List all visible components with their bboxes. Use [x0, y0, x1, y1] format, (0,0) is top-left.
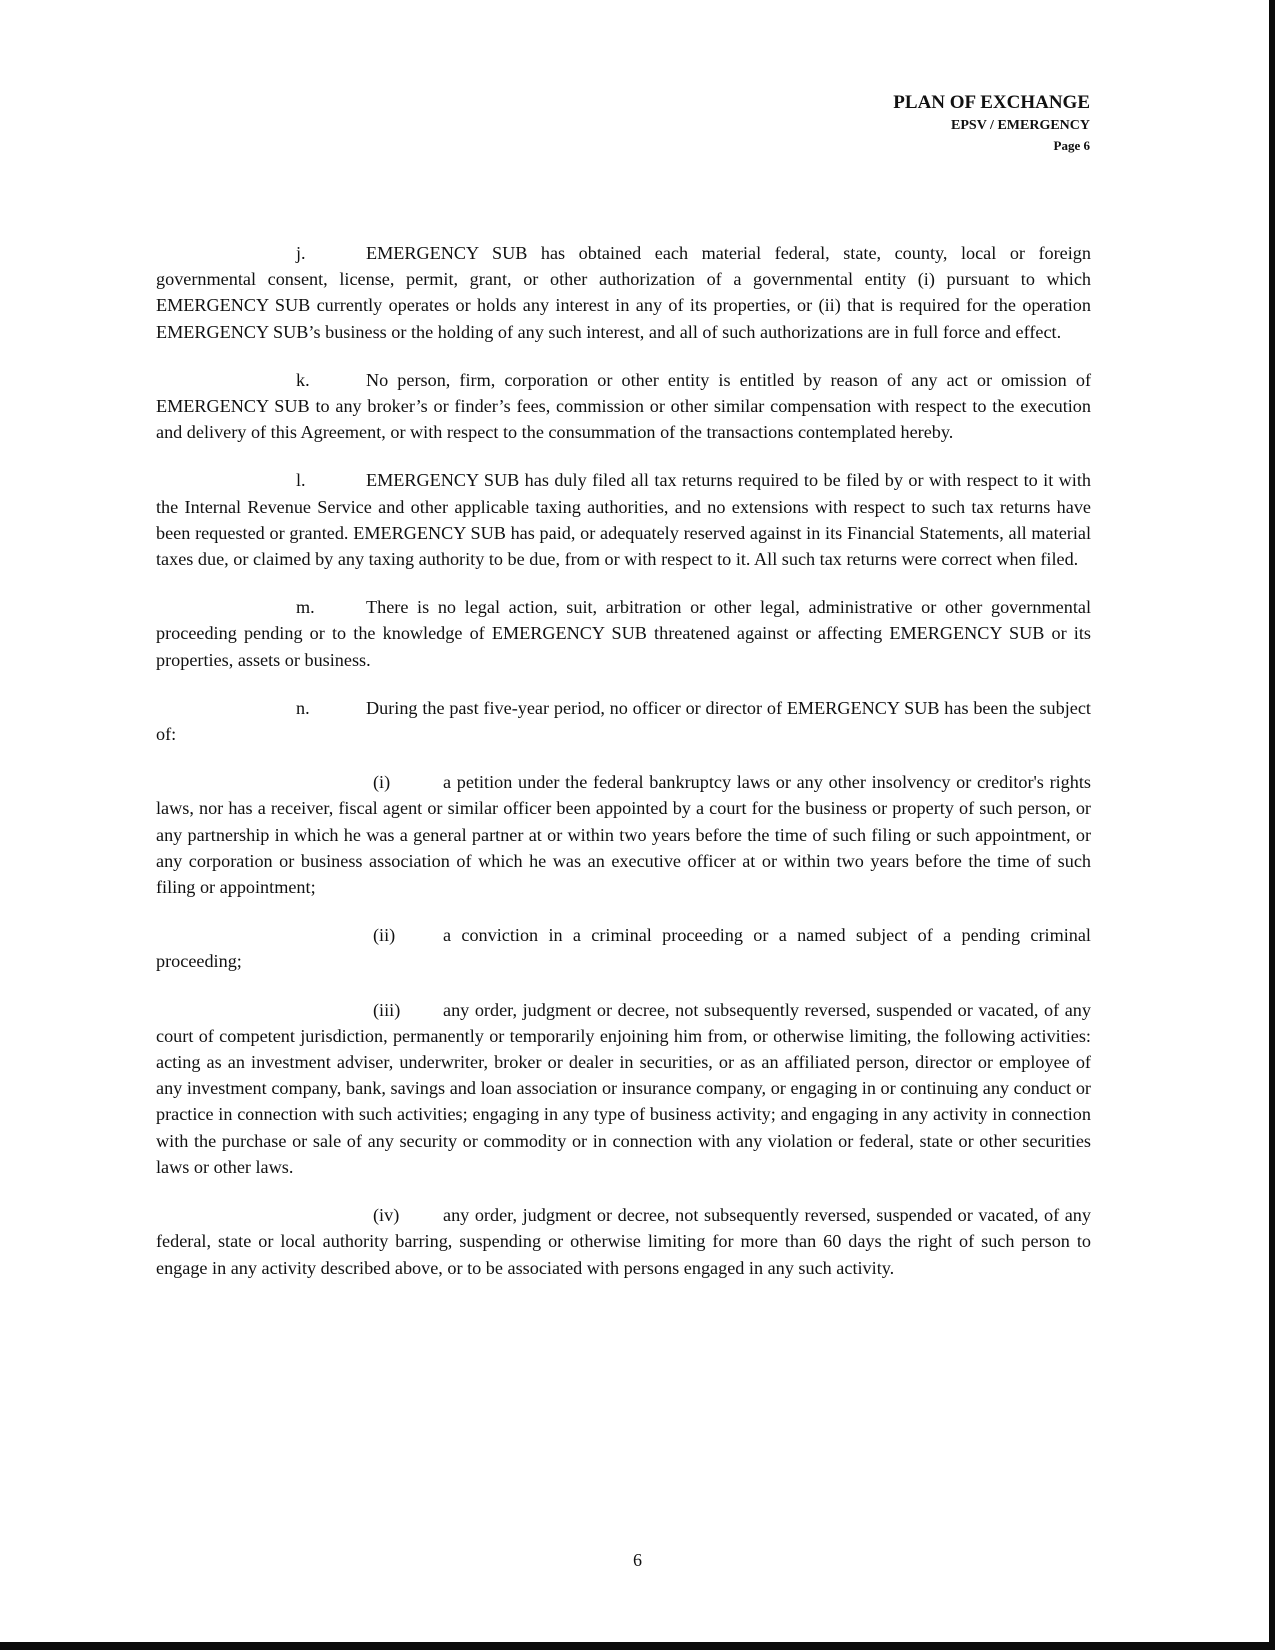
paragraph-n	[156, 695, 1091, 747]
scan-edge-bottom	[0, 1642, 1275, 1650]
subparagraph-ii	[156, 922, 1091, 974]
subparagraph-marker: (ii)	[373, 925, 396, 946]
paragraph-text: During the past five-year period, no officer or director of EMERGENCY SUB has been the subject of:	[156, 697, 1091, 745]
document-header	[893, 90, 1090, 156]
paragraph-m	[156, 594, 1091, 673]
paragraph-j	[156, 240, 1091, 345]
subparagraph-marker: (iv)	[373, 1205, 400, 1226]
paragraph-marker: j.	[296, 243, 306, 263]
paragraph-text: EMERGENCY SUB has duly filed all tax returns required to be filed by or with respect to it with the Internal Revenue Service and other applicable taxing authorities, and no extensions with respect to such tax returns have been requested or granted. EMERGENCY SUB has paid, or adequately reserved against in its Financial Statements, all material taxes due, or claimed by any taxing authority to be due, from or with respect to it. All such tax returns were correct when filed.	[156, 470, 1091, 570]
subparagraph-i	[156, 769, 1091, 900]
subparagraph-text: a conviction in a criminal proceeding or a named subject of a pending criminal proceeding;	[156, 925, 1091, 972]
paragraph-marker: k.	[296, 369, 310, 390]
paragraph-text: No person, firm, corporation or other entity is entitled by reason of any act or omission of EMERGENCY SUB to any broker’s or finder’s fees, commission or other similar compensation with respect to the execution and delivery of this Agreement, or with respect to the consummation of the transactions contemplated hereby.	[156, 369, 1091, 443]
paragraph-marker: m.	[296, 597, 315, 618]
subparagraph-text: any order, judgment or decree, not subsequently reversed, suspended or vacated, of any court of competent jurisdiction, permanently or temporarily enjoining him from, or otherwise limiting, the following activities: acting as an investment adviser, underwriter, broker or dealer in securities, or as an affiliated person, director or employee of any investment company, bank, savings and loan association or insurance company, or engaging in or continuing any conduct or practice in connection with such activities; engaging in any type of business activity; and engaging in any activity in connection with the purchase or sale of any security or commodity or in connection with any violation or federal, state or other securities laws or other laws.	[156, 999, 1091, 1177]
paragraph-marker: l.	[296, 470, 306, 491]
paragraph-text: There is no legal action, suit, arbitration or other legal, administrative or other governmental proceeding pending or to the knowledge of EMERGENCY SUB threatened against or affecting EMERGENCY SUB or its properties, assets or business.	[156, 597, 1091, 670]
paragraph-text: EMERGENCY SUB has obtained each material federal, state, county, local or foreign governmental consent, license, permit, grant, or other authorization of a governmental entity (i) pursuant to which EMERGENCY SUB currently operates or holds any interest in any of its properties, or (ii) that is required for the operation EMERGENCY SUB’s business or the holding of any such interest, and all of such authorizations are in full force and effect.	[156, 243, 1091, 342]
paragraph-marker: n.	[296, 697, 310, 718]
subparagraph-marker: (iii)	[373, 999, 401, 1020]
document-title: PLAN OF EXCHANGE	[893, 92, 1090, 113]
subparagraph-text: a petition under the federal bankruptcy laws or any other insolvency or creditor's rights laws, nor has a receiver, fiscal agent or similar officer been appointed by a court for the business or property of such person, or any partnership in which he was a general partner at or within two years before the time of such filing or such appointment, or any corporation or business association of which he was an executive officer at or within two years before the time of such filing or appointment;	[156, 772, 1091, 898]
paragraph-k	[156, 367, 1091, 446]
document-subtitle: EPSV / EMERGENCY	[951, 118, 1090, 133]
scan-edge-right	[1269, 0, 1275, 1650]
page-number: 6	[633, 1550, 642, 1570]
subparagraph-text: any order, judgment or decree, not subsequently reversed, suspended or vacated, of any federal, state or local authority barring, suspending or otherwise limiting for more than 60 days the right of such person to engage in any activity described above, or to be associated with persons engaged in any such activity.	[156, 1205, 1091, 1278]
subparagraph-marker: (i)	[373, 772, 391, 793]
document-body	[156, 240, 1091, 1303]
page-label: Page 6	[1053, 138, 1090, 153]
paragraph-l	[156, 467, 1091, 572]
subparagraph-iv	[156, 1202, 1091, 1281]
subparagraph-iii	[156, 997, 1091, 1180]
